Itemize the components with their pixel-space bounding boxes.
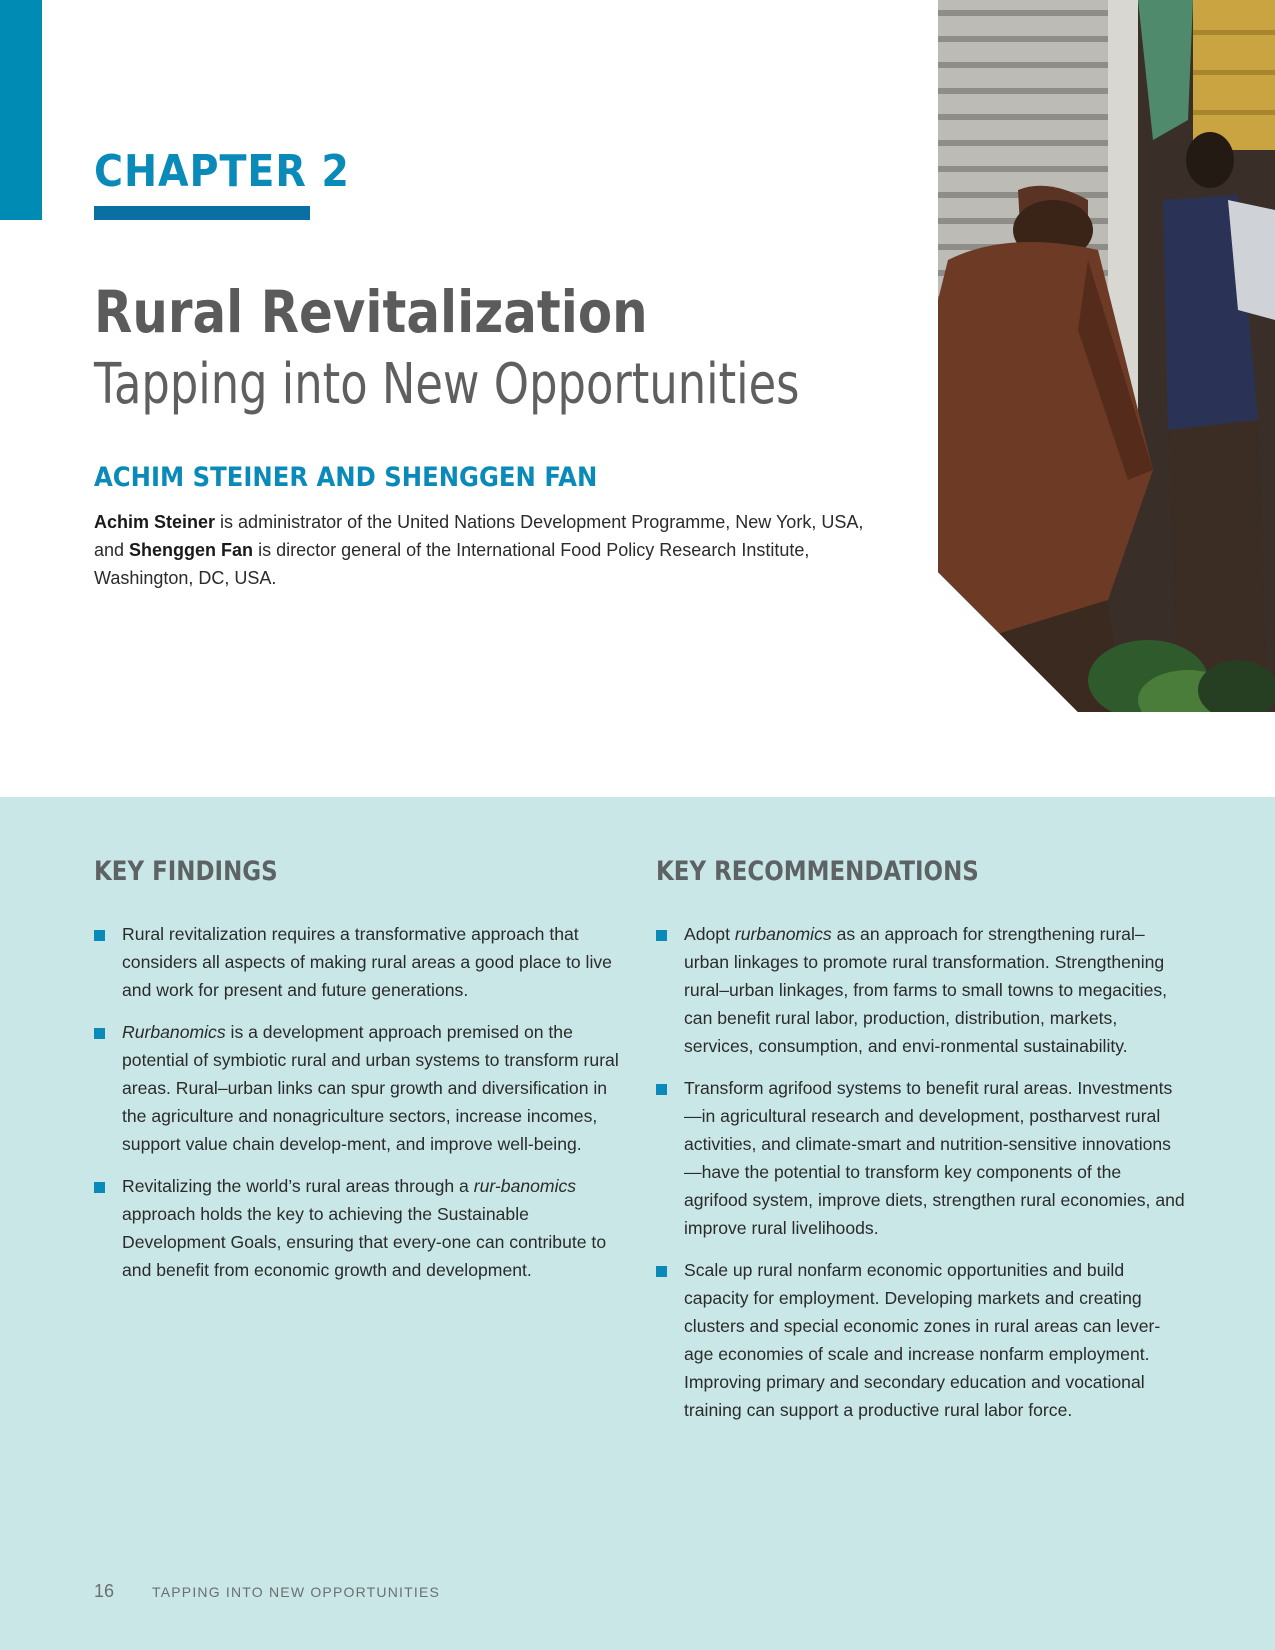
key-findings-heading: KEY FINDINGS [94, 856, 278, 887]
bullet-square-icon [94, 1182, 105, 1193]
author-names: ACHIM STEINER AND SHENGGEN FAN [94, 462, 598, 493]
key-findings-list [94, 920, 624, 1284]
chapter-title: Rural Revitalization [94, 278, 648, 346]
running-title: TAPPING INTO NEW OPPORTUNITIES [152, 1584, 441, 1600]
list-item [94, 920, 624, 1004]
list-item [94, 1172, 624, 1284]
list-item [94, 1018, 624, 1158]
chapter-photo [938, 0, 1275, 712]
bullet-pre: Revitalizing the world’s rural areas through a [122, 1176, 474, 1196]
key-recommendations [656, 856, 1186, 1438]
bullet-italic: Rurbanomics [122, 1022, 226, 1042]
author-name-1: Achim Steiner [94, 512, 216, 532]
bio-text-2: is director general of the International Food Policy Research Institute, Washington, DC, USA. [94, 540, 810, 588]
bullet-square-icon [656, 1084, 667, 1095]
key-findings [94, 856, 624, 1298]
bullet-text: as an approach for strengthening rural–urban linkages to promote rural transformation. Strengthening rural–urban linkages, from farms to small towns to megacities, can benefit rural labor, production, distribution, markets, services, consumption, and envi-ronmental sustainability. [684, 924, 1168, 1056]
list-item [656, 1256, 1186, 1424]
list-item [656, 920, 1186, 1060]
bullet-text: Transform agrifood systems to benefit rural areas. Investments—in agricultural research and development, postharvest rural activities, and climate-smart and nutrition-sensitive innovations—have the potential to transform key components of the agrifood system, improve diets, strengthen rural economies, and improve rural livelihoods. [684, 1078, 1185, 1238]
page-number: 16 [94, 1581, 115, 1601]
bullet-square-icon [94, 1028, 105, 1039]
key-recommendations-heading: KEY RECOMMENDATIONS [656, 856, 979, 887]
bullet-square-icon [656, 930, 667, 941]
bullet-pre: Adopt [684, 924, 735, 944]
chapter-subtitle: Tapping into New Opportunities [94, 352, 800, 417]
key-recommendations-list [656, 920, 1186, 1424]
bullet-square-icon [94, 930, 105, 941]
list-item [656, 1074, 1186, 1242]
author-name-2: Shenggen Fan [129, 540, 254, 560]
bullet-text: Scale up rural nonfarm economic opportunities and build capacity for employment. Developing markets and creating clusters and special economic zones in rural areas can lever-age economies of scale and increase nonfarm employment. Improving primary and secondary education and vocational training can support a productive rural labor force. [684, 1260, 1161, 1420]
chapter-underline [94, 206, 310, 220]
bullet-italic: rurbanomics [734, 924, 832, 944]
bullet-text: approach holds the key to achieving the Sustainable Development Goals, ensuring that every-one can contribute to and benefit from economic growth and development. [122, 1204, 607, 1280]
bullet-text: is a development approach premised on the potential of symbiotic rural and urban systems to transform rural areas. Rural–urban links can spur growth and diversification in the agriculture and nonagriculture sectors, increase incomes, support value chain develop-ment, and improve well-being. [122, 1022, 619, 1154]
bullet-text: Rural revitalization requires a transformative approach that considers all aspects of making rural areas a good place to live and work for present and future generations. [122, 924, 612, 1000]
bullet-italic: rur-banomics [473, 1176, 577, 1196]
author-bio [94, 508, 884, 592]
accent-bar [0, 0, 42, 220]
bio-text-1: is administrator of the United Nations Development Programme, New York, USA, and [94, 512, 864, 560]
bullet-square-icon [656, 1266, 667, 1277]
chapter-label: CHAPTER 2 [94, 146, 350, 197]
